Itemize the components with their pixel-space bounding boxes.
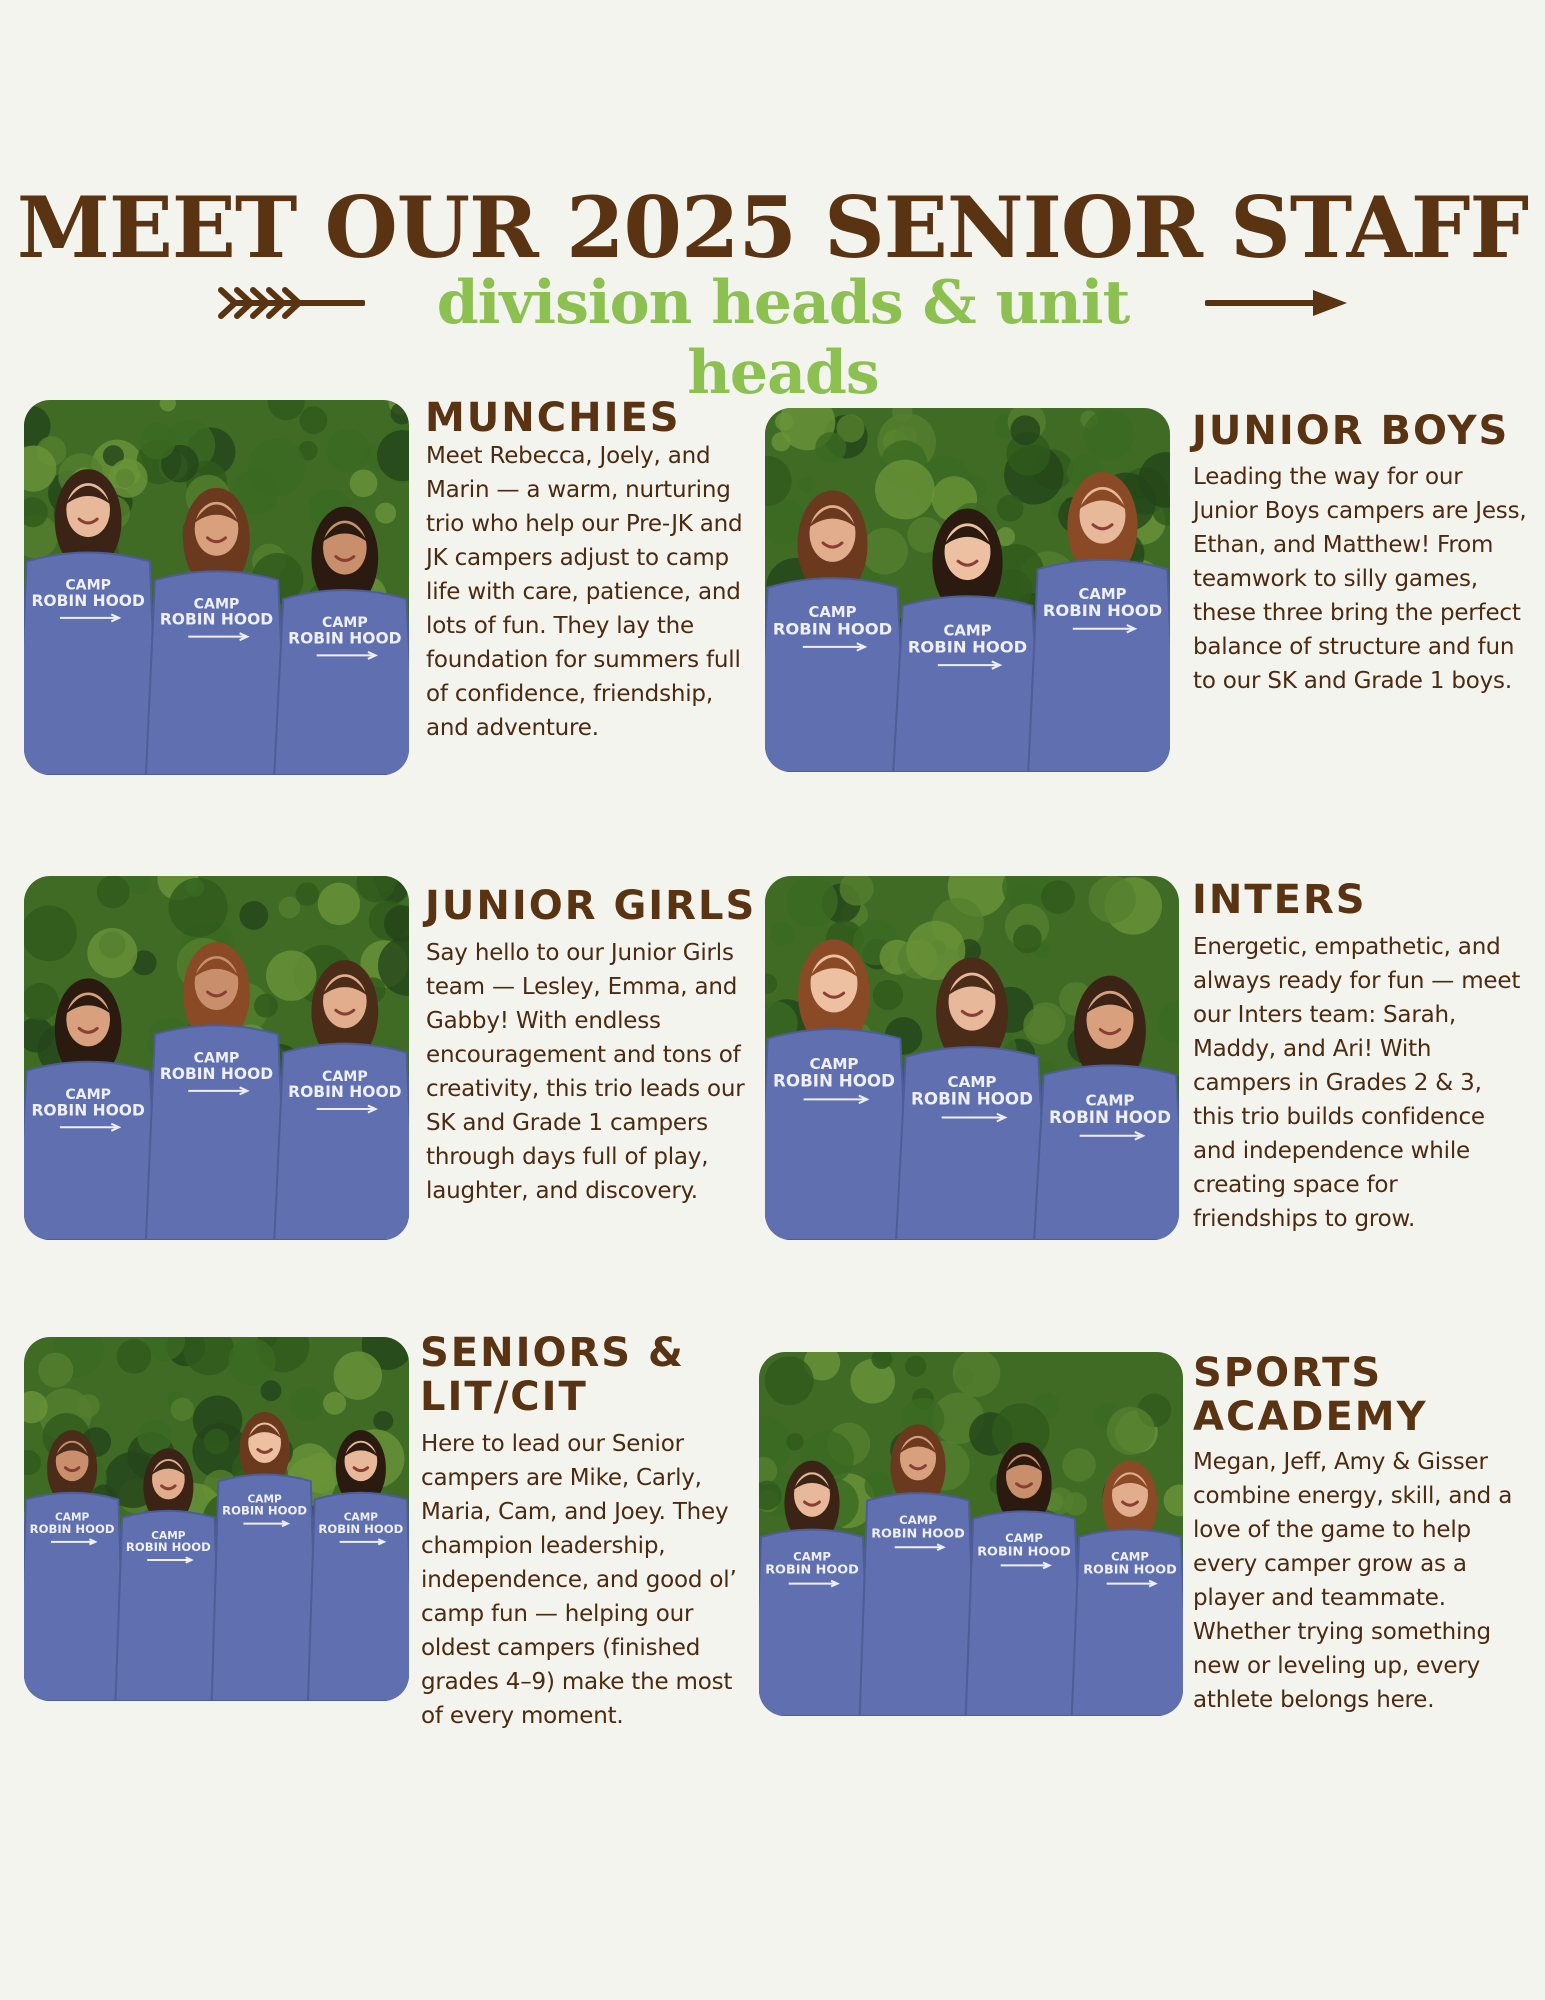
shirt-print-text: CAMP (947, 1073, 997, 1092)
munchies-heading: MUNCHIES (425, 395, 681, 441)
inters-description: Energetic, empathetic, and always ready for fun — meet our Inters team: Sarah, Maddy, and Ari! With campers in Grades 2 & 3, this trio builds confidence and independence while creating space for friendships to grow. (1193, 934, 1521, 1232)
shirt-print-text: CAMP (322, 615, 368, 632)
group-photo-illustration (24, 876, 409, 1240)
shirt-print-text: CAMP (1078, 585, 1127, 604)
sports-academy-team-photo (759, 1352, 1183, 1716)
shirt-print-text: CAMP (809, 1055, 859, 1073)
shirt-print-text: ROBIN HOOD (31, 1101, 145, 1120)
shirt-print-text: CAMP (193, 1050, 240, 1067)
shirt-print-text: ROBIN HOOD (288, 629, 402, 648)
arrow-fletching-icon (215, 284, 365, 322)
junior-girls-team-photo (24, 876, 409, 1240)
shirt-print-text: ROBIN HOOD (125, 1540, 211, 1555)
subtitle: division heads & unit heads (436, 268, 1130, 408)
shirt-print-text: CAMP (322, 1068, 368, 1085)
subtitle-row (0, 268, 1545, 408)
arrow-head-icon (1205, 284, 1350, 322)
shirt-print-text: ROBIN HOOD (159, 610, 274, 629)
page-title: MEET OUR 2025 SENIOR STAFF (16, 178, 1529, 277)
inters-heading: INTERS (1192, 877, 1367, 923)
shirt-print-text: ROBIN HOOD (222, 1503, 308, 1518)
shirt-print-text: CAMP (151, 1529, 186, 1542)
junior-girls-description: Say hello to our Junior Girls team — Lesley, Emma, and Gabby! With endless encouragement and tons of creativity, this trio leads our SK and Grade 1 campers through days full of play, laughter, and discovery. (426, 940, 745, 1204)
group-photo-illustration (24, 400, 409, 775)
shirt-print-text: ROBIN HOOD (31, 591, 145, 610)
junior-boys-description: Leading the way for our Junior Boys campers are Jess, Ethan, and Matthew! From teamwork to silly games, these three bring the perfect balance of structure and fun to our SK and Grade 1 boys. (1193, 464, 1527, 694)
shirt-print-text: ROBIN HOOD (29, 1521, 115, 1536)
seniors-lit-cit-team-photo (24, 1337, 409, 1701)
shirt-print-text: ROBIN HOOD (911, 1089, 1033, 1109)
group-photo-illustration (765, 408, 1170, 772)
munchies-description: Meet Rebecca, Joely, and Marin — a warm, nurturing trio who help our Pre-JK and JK campers adjust to camp life with care, patience, and lots of fun. They lay the foundation for summers full of confidence, friendship, and adventure. (426, 443, 743, 741)
seniors-lit-cit-heading: SENIORS & LIT/CIT (420, 1330, 685, 1420)
shirt-print-text: CAMP (1085, 1091, 1135, 1110)
group-photo-illustration (24, 1337, 409, 1701)
shirt-print-text: ROBIN HOOD (1083, 1562, 1177, 1578)
shirt-print-text: CAMP (943, 621, 992, 640)
shirt-print-text: CAMP (343, 1511, 378, 1524)
shirt-print-text: CAMP (65, 1087, 111, 1104)
inters-team-photo (765, 876, 1179, 1240)
sports-academy-description: Megan, Jeff, Amy & Gisser combine energy, skill, and a love of the game to help every camper grow as a player and teammate. Whether trying something new or leveling up, every athlete belongs here. (1193, 1449, 1513, 1713)
shirt-print-text: ROBIN HOOD (871, 1526, 965, 1542)
shirt-print-text: ROBIN HOOD (772, 619, 893, 639)
shirt-print-text: ROBIN HOOD (977, 1544, 1071, 1560)
munchies-team-photo (24, 400, 409, 775)
group-photo-illustration (765, 876, 1179, 1240)
shirt-print-text: CAMP (1005, 1531, 1043, 1546)
shirt-print-text: CAMP (1111, 1549, 1149, 1564)
shirt-print-text: CAMP (808, 603, 857, 622)
group-photo-illustration (759, 1352, 1183, 1716)
shirt-print-text: CAMP (65, 577, 111, 594)
sports-academy-heading: SPORTS ACADEMY (1193, 1350, 1428, 1440)
shirt-print-text: CAMP (193, 596, 240, 613)
shirt-print-text: CAMP (247, 1493, 282, 1506)
shirt-print-text: ROBIN HOOD (288, 1083, 402, 1102)
junior-boys-heading: JUNIOR BOYS (1192, 408, 1510, 454)
shirt-print-text: ROBIN HOOD (1049, 1107, 1171, 1127)
shirt-print-text: CAMP (899, 1512, 937, 1527)
shirt-print-text: CAMP (55, 1511, 90, 1524)
shirt-print-text: ROBIN HOOD (1042, 601, 1163, 621)
shirt-print-text: ROBIN HOOD (765, 1562, 859, 1578)
seniors-lit-cit-description: Here to lead our Senior campers are Mike, Carly, Maria, Cam, and Joey. They champion leadership, independence, and good ol’ camp fun — helping our oldest campers (finished grades 4–9) make the most of every moment. (421, 1431, 737, 1729)
shirt-print-text: ROBIN HOOD (318, 1521, 404, 1536)
junior-boys-team-photo (765, 408, 1170, 772)
junior-girls-heading: JUNIOR GIRLS (425, 883, 757, 929)
shirt-print-text: ROBIN HOOD (907, 637, 1028, 657)
shirt-print-text: ROBIN HOOD (159, 1064, 274, 1083)
shirt-print-text: CAMP (793, 1549, 831, 1564)
shirt-print-text: ROBIN HOOD (773, 1071, 895, 1091)
